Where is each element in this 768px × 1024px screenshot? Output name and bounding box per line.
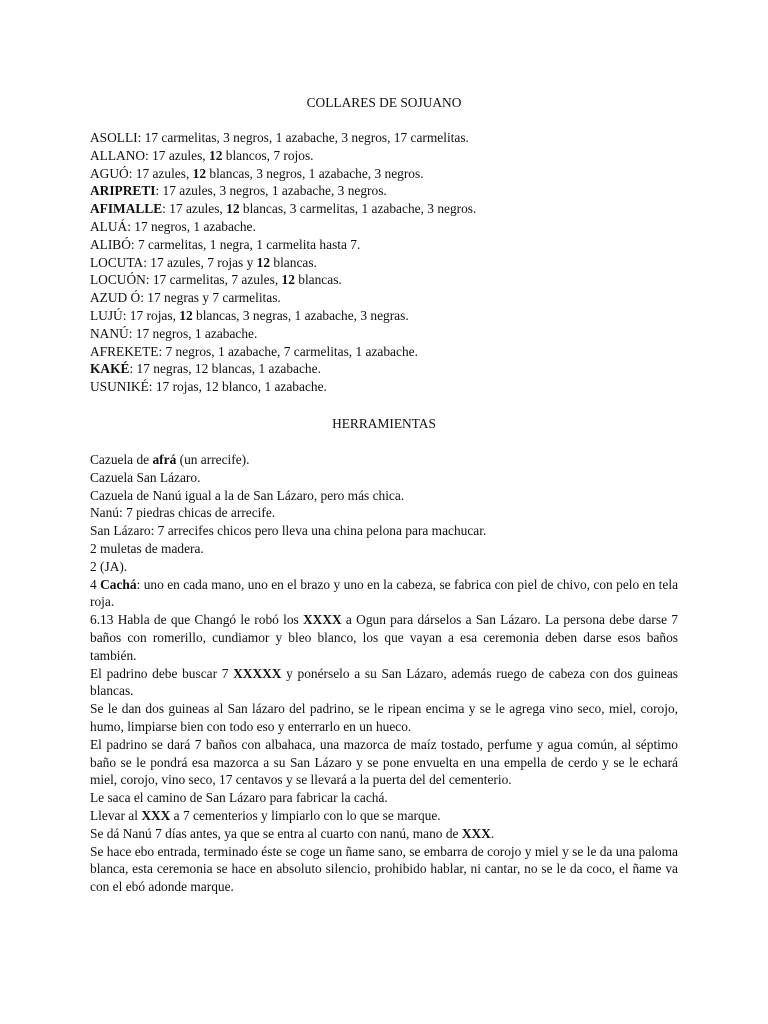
- text-line: 2 (JA).: [90, 558, 128, 574]
- herramientas-title: HERRAMIENTAS: [332, 416, 436, 431]
- paragraph-padrino-buscar: El padrino debe buscar 7 XXXXX y ponérselo a su San Lázaro, además ruego de cabeza con dos guineas blancas.: [90, 665, 678, 699]
- collar-item-nanu: NANÚ: 17 negros, 1 azabache.: [90, 325, 258, 341]
- collar-item-allano: ALLANO: 17 azules, 12 blancos, 7 rojos.: [90, 147, 314, 163]
- text-line: Cazuela San Lázaro.: [90, 469, 201, 485]
- collar-item-afrekete: AFREKETE: 7 negros, 1 azabache, 7 carmelitas, 1 azabache.: [90, 343, 418, 359]
- collar-item-kake: KAKÉ: 17 negras, 12 blancas, 1 azabache.: [90, 361, 321, 377]
- collares-title: COLLARES DE SOJUANO: [306, 95, 462, 110]
- collar-item-aguo: AGUÓ: 17 azules, 12 blancas, 3 negros, 1 azabache, 3 negros.: [90, 165, 424, 181]
- collares-list: [90, 129, 678, 396]
- collar-item-aripreti: ARIPRETI: 17 azules, 3 negros, 1 azabache, 3 negros.: [90, 183, 387, 199]
- herramientas-body: [90, 451, 678, 896]
- text-line: Le saca el camino de San Lázaro para fabricar la cachá.: [90, 790, 388, 806]
- text-line: Se dá Nanú 7 días antes, ya que se entra al cuarto con nanú, mano de XXX.: [90, 825, 495, 841]
- collar-item-locuon: LOCUÓN: 17 carmelitas, 7 azules, 12 blancas.: [90, 272, 342, 288]
- paragraph-banos-albahaca: El padrino se dará 7 baños con albahaca, una mazorca de maíz tostado, perfume y agua común, al séptimo baño se le pondrá esa mazorca a su San Lázaro y se pone envuelta en una empella de cerdo y se le echará miel, corojo, vino seco, 17 centavos y se llevará a la puerta del del cementerio.: [90, 736, 678, 788]
- text-line: Llevar al XXX a 7 cementerios y limpiarlo con lo que se marque.: [90, 807, 441, 823]
- text-line: San Lázaro: 7 arrecifes chicos pero lleva una china pelona para machucar.: [90, 523, 487, 539]
- collar-item-alua: ALUÁ: 17 negros, 1 azabache.: [90, 218, 256, 234]
- collar-item-azudo: AZUD Ó: 17 negras y 7 carmelitas.: [90, 290, 281, 306]
- collar-item-luju: LUJÚ: 17 rojas, 12 blancas, 3 negras, 1 azabache, 3 negras.: [90, 307, 409, 323]
- text-line: Cazuela de Nanú igual a la de San Lázaro, pero más chica.: [90, 487, 405, 503]
- collar-item-alibo: ALIBÓ: 7 carmelitas, 1 negra, 1 carmelita hasta 7.: [90, 236, 361, 252]
- text-line: Nanú: 7 piedras chicas de arrecife.: [90, 505, 276, 521]
- paragraph-cacha: 4 Cachá: uno en cada mano, uno en el brazo y uno en la cabeza, se fabrica con piel de chivo, con pelo en tela roja.: [90, 576, 679, 610]
- paragraph-guineas: Se le dan dos guineas al San lázaro del padrino, se le ripean encima y se le agrega vino seco, miel, corojo, humo, limpiarse bien con todo eso y enterrarlo en un hueco.: [90, 701, 678, 734]
- collar-item-locuta: LOCUTA: 17 azules, 7 rojas y 12 blancas.: [90, 254, 317, 270]
- paragraph-ebo-entrada: Se hace ebo entrada, terminado éste se coge un ñame sano, se embarra de corojo y miel y se le da una paloma blanca, esta ceremonia se hace en absoluto silencio, prohibido hablar, ni cantar, no se le da coco, el ñame va con el ebó adonde marque.: [90, 843, 678, 895]
- collar-item-afimalle: AFIMALLE: 17 azules, 12 blancas, 3 carmelitas, 1 azabache, 3 negros.: [90, 201, 477, 217]
- text-line: Cazuela de afrá (un arrecife).: [90, 452, 250, 467]
- text-line: 2 muletas de madera.: [90, 540, 204, 556]
- collar-item-asolli: ASOLLI: 17 carmelitas, 3 negros, 1 azabache, 3 negros, 17 carmelitas.: [90, 130, 469, 145]
- collar-item-usunike: USUNIKÉ: 17 rojas, 12 blanco, 1 azabache.: [90, 379, 327, 395]
- paragraph-changó: 6.13 Habla de que Changó le robó los XXXX a Ogun para dárselos a San Lázaro. La persona debe darse 7 baños con romerillo, cundiamor y bleo blanco, los que vayan a esa ceremonia deben darse esos baños también.: [90, 612, 678, 663]
